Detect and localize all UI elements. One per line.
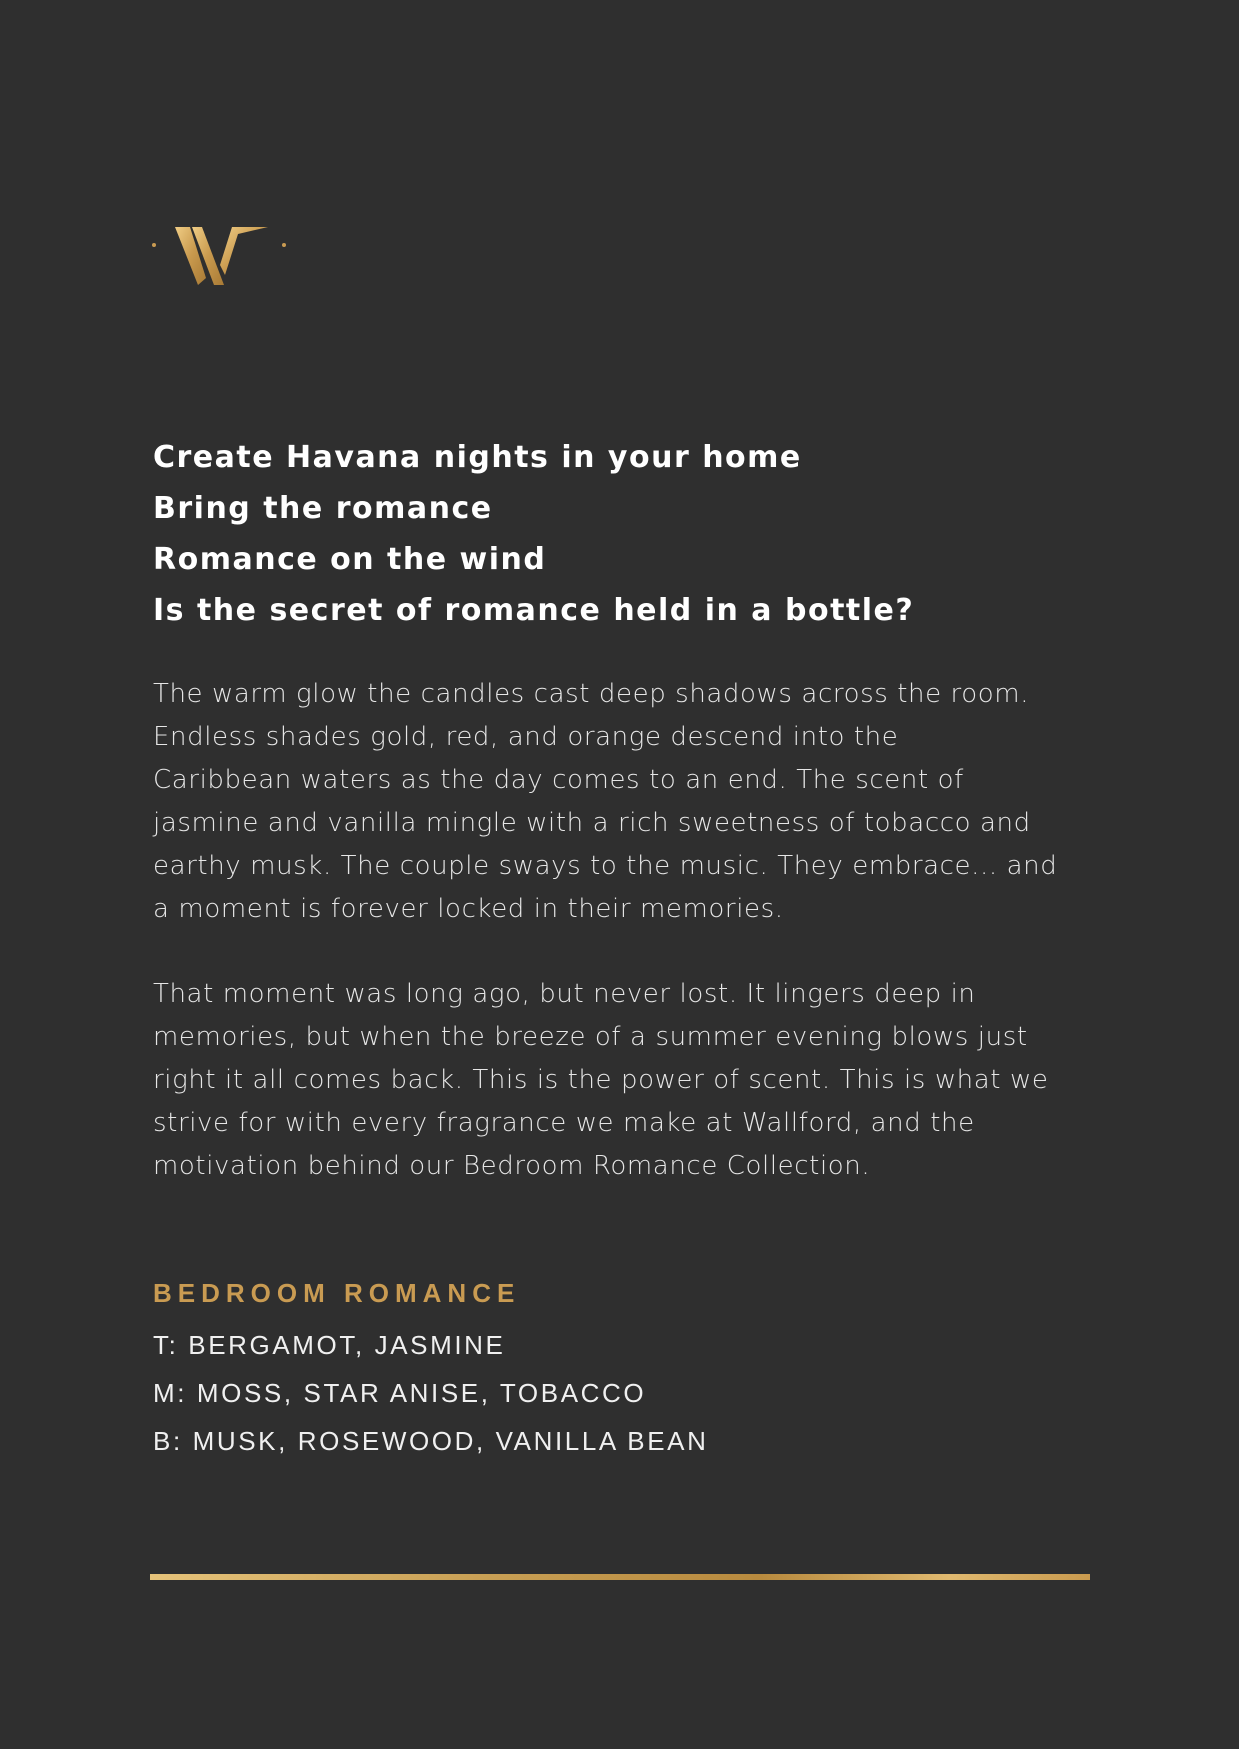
paragraph-line: That moment was long ago, but never lost. It lingers deep in <box>153 979 976 1009</box>
collection-title: BEDROOM ROMANCE <box>153 1278 521 1308</box>
base-notes: B: MUSK, ROSEWOOD, VANILLA BEAN <box>153 1426 709 1456</box>
paragraph-line: Caribbean waters as the day comes to an end. The scent of <box>153 765 964 795</box>
paragraph-line: The warm glow the candles cast deep shadows across the room. <box>153 679 1030 709</box>
headline: Romance on the wind <box>153 542 547 577</box>
headline: Is the secret of romance held in a bottle? <box>153 593 915 628</box>
paragraph-line: earthy musk. The couple sways to the music. They embrace... and <box>153 851 1058 881</box>
fragrance-notes <box>153 1273 1053 1465</box>
headline: Create Havana nights in your home <box>153 440 802 475</box>
paragraph-line: a moment is forever locked in their memories. <box>153 894 784 924</box>
paragraph-line: motivation behind our Bedroom Romance Collection. <box>153 1151 871 1181</box>
story-paragraph-2 <box>153 973 1053 1188</box>
paragraph-line: right it all comes back. This is the power of scent. This is what we <box>153 1065 1049 1095</box>
paragraph-line: Endless shades gold, red, and orange descend into the <box>153 722 899 752</box>
paragraph-line: jasmine and vanilla mingle with a rich sweetness of tobacco and <box>153 808 1031 838</box>
wallford-w-logo-icon <box>150 220 290 290</box>
story-paragraph-1 <box>153 673 1058 931</box>
brand-logo <box>150 220 290 290</box>
middle-notes: M: MOSS, STAR ANISE, TOBACCO <box>153 1378 647 1408</box>
headline: Bring the romance <box>153 491 493 526</box>
paragraph-line: memories, but when the breeze of a summer evening blows just <box>153 1022 1028 1052</box>
top-notes: T: BERGAMOT, JASMINE <box>153 1330 506 1360</box>
headline-group <box>153 432 1053 636</box>
paragraph-line: strive for with every fragrance we make at Wallford, and the <box>153 1108 975 1138</box>
gold-divider <box>150 1574 1090 1580</box>
